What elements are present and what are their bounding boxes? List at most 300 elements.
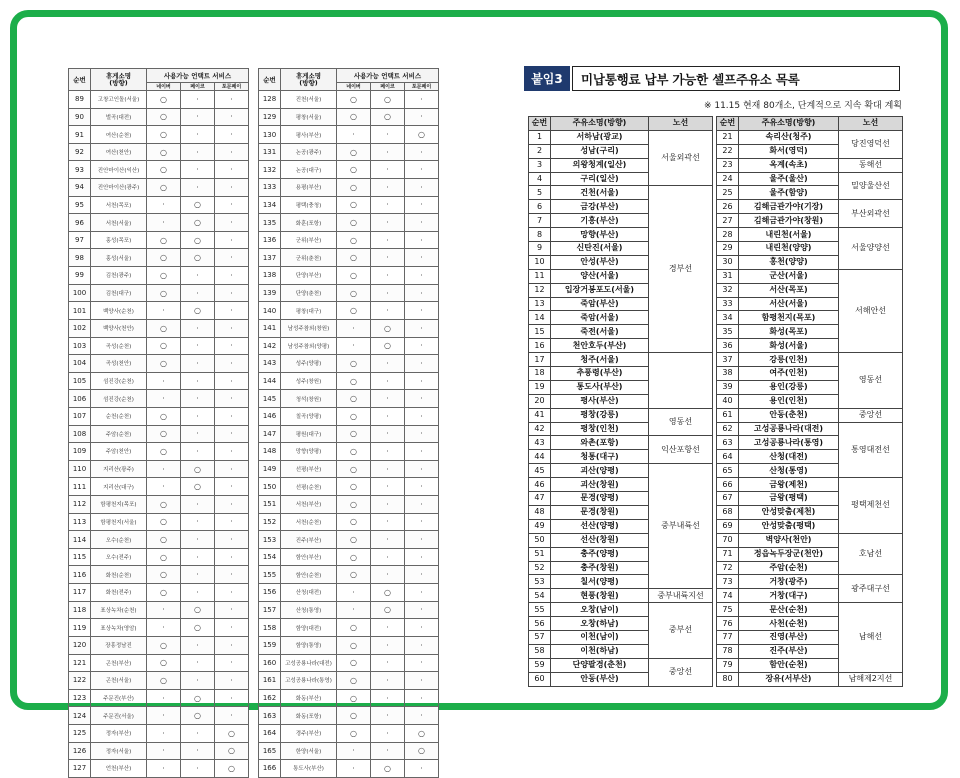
naver-mark: ○ — [337, 566, 371, 584]
row-seq: 13 — [529, 297, 551, 311]
pomunpay-mark: · — [405, 407, 439, 425]
payco-mark: · — [181, 496, 215, 514]
row-seq: 11 — [529, 269, 551, 283]
naver-mark: · — [147, 689, 181, 707]
pomunpay-mark: · — [215, 372, 249, 390]
rest-area-name: 함안(순천) — [281, 566, 337, 584]
payco-mark: ○ — [181, 478, 215, 496]
row-seq: 19 — [529, 380, 551, 394]
station-name: 주암(순천) — [739, 561, 839, 575]
table-row — [69, 284, 249, 302]
rest-area-name: 김천(대구) — [91, 284, 147, 302]
route-name: 서해안선 — [839, 269, 903, 352]
payco-mark: · — [181, 143, 215, 161]
pomunpay-mark: · — [405, 231, 439, 249]
header-station-name: 주유소명(방향) — [551, 117, 649, 131]
pomunpay-mark: · — [405, 654, 439, 672]
pomunpay-mark: · — [215, 654, 249, 672]
payco-mark: · — [371, 425, 405, 443]
table-row — [717, 200, 903, 214]
rest-area-name: 주암(천안) — [91, 443, 147, 461]
row-seq: 89 — [69, 91, 91, 109]
table-row — [717, 422, 903, 436]
rest-area-table-right — [258, 68, 439, 778]
naver-mark: ○ — [147, 337, 181, 355]
naver-mark: · — [337, 584, 371, 602]
payco-mark: · — [181, 284, 215, 302]
rest-area-name: 벌곡(대전) — [91, 108, 147, 126]
naver-mark: ○ — [147, 425, 181, 443]
rest-area-name: 서천(목포) — [91, 196, 147, 214]
pomunpay-mark: · — [215, 425, 249, 443]
station-name: 군산(서울) — [739, 269, 839, 283]
naver-mark: · — [147, 760, 181, 778]
row-seq: 118 — [69, 601, 91, 619]
row-seq: 16 — [529, 339, 551, 353]
pomunpay-mark: · — [215, 108, 249, 126]
naver-mark: ○ — [337, 548, 371, 566]
row-seq: 119 — [69, 619, 91, 637]
header-naver: 네이버 — [337, 83, 371, 91]
table-row — [259, 337, 439, 355]
pomunpay-mark: · — [405, 478, 439, 496]
row-seq: 121 — [69, 654, 91, 672]
station-name: 옥계(속초) — [739, 158, 839, 172]
station-name: 용인(강릉) — [739, 380, 839, 394]
row-seq: 163 — [259, 707, 281, 725]
row-seq: 97 — [69, 231, 91, 249]
header-seq: 순번 — [717, 117, 739, 131]
rest-area-name: 평창(서울) — [281, 108, 337, 126]
pomunpay-mark: · — [215, 161, 249, 179]
station-name: 강릉(인천) — [739, 353, 839, 367]
rest-area-name: 남성주참외(창원) — [281, 319, 337, 337]
rest-area-name: 화천(순천) — [91, 566, 147, 584]
pomunpay-mark: · — [215, 284, 249, 302]
naver-mark: ○ — [147, 672, 181, 690]
naver-mark: ○ — [337, 179, 371, 197]
pomunpay-mark: · — [405, 161, 439, 179]
pomunpay-mark: · — [405, 179, 439, 197]
row-seq: 134 — [259, 196, 281, 214]
table-row — [69, 126, 249, 144]
payco-mark: · — [181, 108, 215, 126]
pomunpay-mark: · — [215, 460, 249, 478]
row-seq: 78 — [717, 644, 739, 658]
rest-area-name: 여산(순천) — [91, 126, 147, 144]
row-seq: 3 — [529, 158, 551, 172]
row-seq: 144 — [259, 372, 281, 390]
table-row — [717, 533, 903, 547]
station-name: 장유(서부산) — [739, 672, 839, 686]
pomunpay-mark: · — [405, 302, 439, 320]
rest-area-name: 고성공룡나라(대전) — [281, 654, 337, 672]
row-seq: 59 — [529, 658, 551, 672]
table-row — [69, 249, 249, 267]
payco-mark: · — [181, 654, 215, 672]
pomunpay-mark: · — [405, 214, 439, 232]
naver-mark: ○ — [147, 355, 181, 373]
row-seq: 42 — [529, 422, 551, 436]
payco-mark: · — [181, 91, 215, 109]
row-seq: 36 — [717, 339, 739, 353]
pomunpay-mark: ○ — [215, 742, 249, 760]
row-seq: 135 — [259, 214, 281, 232]
payco-mark: · — [371, 707, 405, 725]
rest-area-name: 평사(부산) — [281, 126, 337, 144]
table-row — [717, 408, 903, 422]
row-seq: 99 — [69, 267, 91, 285]
station-name: 고성공룡나라(통영) — [739, 436, 839, 450]
table-row — [259, 143, 439, 161]
row-seq: 139 — [259, 284, 281, 302]
naver-mark: ○ — [337, 143, 371, 161]
row-seq: 58 — [529, 644, 551, 658]
table-row — [69, 760, 249, 778]
table-row — [529, 603, 713, 617]
row-seq: 75 — [717, 603, 739, 617]
rest-area-name: 김천(광주) — [91, 267, 147, 285]
row-seq: 131 — [259, 143, 281, 161]
row-seq: 109 — [69, 443, 91, 461]
payco-mark: · — [371, 672, 405, 690]
naver-mark: ○ — [337, 496, 371, 514]
payco-mark: ○ — [181, 231, 215, 249]
naver-mark: ○ — [147, 531, 181, 549]
table-row — [69, 707, 249, 725]
table-row — [259, 355, 439, 373]
row-seq: 67 — [717, 492, 739, 506]
row-seq: 43 — [529, 436, 551, 450]
table-row — [69, 91, 249, 109]
payco-mark: ○ — [371, 601, 405, 619]
station-name: 함안(순천) — [739, 658, 839, 672]
station-name: 여주(인천) — [739, 367, 839, 381]
route-name: 남해제2지선 — [839, 672, 903, 686]
station-name: 청통(대구) — [551, 450, 649, 464]
station-name: 괴산(창원) — [551, 478, 649, 492]
naver-mark: ○ — [337, 231, 371, 249]
station-name: 김해금관가야(기장) — [739, 200, 839, 214]
station-name: 문산(순천) — [739, 603, 839, 617]
pomunpay-mark: · — [215, 390, 249, 408]
payco-mark: · — [371, 161, 405, 179]
payco-mark: · — [181, 390, 215, 408]
rest-area-name: 고창고인돌(서울) — [91, 91, 147, 109]
row-seq: 166 — [259, 760, 281, 778]
payco-mark: ○ — [181, 249, 215, 267]
rest-area-name: 칠곡(양평) — [281, 407, 337, 425]
table-row — [717, 172, 903, 186]
pomunpay-mark: ○ — [215, 760, 249, 778]
rest-area-name: 오수(전주) — [91, 548, 147, 566]
row-seq: 165 — [259, 742, 281, 760]
payco-mark: · — [181, 407, 215, 425]
row-seq: 153 — [259, 531, 281, 549]
payco-mark: · — [181, 566, 215, 584]
row-seq: 69 — [717, 519, 739, 533]
row-seq: 62 — [717, 422, 739, 436]
row-seq: 51 — [529, 547, 551, 561]
pomunpay-mark: · — [215, 355, 249, 373]
payco-mark: ○ — [181, 196, 215, 214]
row-seq: 7 — [529, 214, 551, 228]
payco-mark: · — [181, 267, 215, 285]
station-name: 충주(창원) — [551, 561, 649, 575]
row-seq: 57 — [529, 630, 551, 644]
payco-mark: · — [371, 214, 405, 232]
gas-station-table-left — [528, 116, 713, 687]
naver-mark: ○ — [147, 319, 181, 337]
row-seq: 151 — [259, 496, 281, 514]
table-row — [69, 231, 249, 249]
naver-mark: ○ — [337, 531, 371, 549]
naver-mark: ○ — [337, 724, 371, 742]
pomunpay-mark: · — [405, 531, 439, 549]
pomunpay-mark: · — [405, 548, 439, 566]
header-seq: 순번 — [529, 117, 551, 131]
rest-area-name: 성주(양평) — [281, 355, 337, 373]
rest-area-name: 주문진(부산) — [91, 689, 147, 707]
station-name: 사천(순천) — [739, 617, 839, 631]
table-row — [259, 478, 439, 496]
row-seq: 49 — [529, 519, 551, 533]
table-row — [259, 214, 439, 232]
rest-area-name: 고성공룡나라(통영) — [281, 672, 337, 690]
naver-mark: ○ — [337, 407, 371, 425]
payco-mark: · — [181, 513, 215, 531]
naver-mark: ○ — [337, 214, 371, 232]
table-row — [69, 161, 249, 179]
pomunpay-mark: · — [215, 689, 249, 707]
pomunpay-mark: · — [215, 601, 249, 619]
rest-area-name: 산청(대전) — [281, 584, 337, 602]
table-row — [259, 566, 439, 584]
route-name: 동해선 — [839, 158, 903, 172]
naver-mark: ○ — [147, 443, 181, 461]
naver-mark: · — [337, 126, 371, 144]
header-payco: 페이코 — [371, 83, 405, 91]
row-seq: 91 — [69, 126, 91, 144]
payco-mark: · — [181, 372, 215, 390]
row-seq: 106 — [69, 390, 91, 408]
naver-mark: ○ — [337, 390, 371, 408]
table-row — [259, 161, 439, 179]
table-row — [717, 575, 903, 589]
rest-area-name: 곡성(천안) — [91, 355, 147, 373]
row-seq: 90 — [69, 108, 91, 126]
row-seq: 61 — [717, 408, 739, 422]
station-name: 내린천(양양) — [739, 242, 839, 256]
rest-area-name: 백양사(천안) — [91, 319, 147, 337]
row-seq: 143 — [259, 355, 281, 373]
row-seq: 20 — [529, 394, 551, 408]
row-seq: 123 — [69, 689, 91, 707]
row-seq: 25 — [717, 186, 739, 200]
payco-mark: ○ — [181, 619, 215, 637]
rest-area-name: 서천(서울) — [91, 214, 147, 232]
payco-mark: · — [181, 425, 215, 443]
row-seq: 113 — [69, 513, 91, 531]
row-seq: 138 — [259, 267, 281, 285]
row-seq: 48 — [529, 505, 551, 519]
station-name: 천안호두(부산) — [551, 339, 649, 353]
payco-mark: ○ — [181, 302, 215, 320]
naver-mark: ○ — [147, 584, 181, 602]
row-seq: 24 — [717, 172, 739, 186]
naver-mark: ○ — [147, 231, 181, 249]
row-seq: 152 — [259, 513, 281, 531]
naver-mark: ○ — [147, 179, 181, 197]
naver-mark: · — [337, 319, 371, 337]
rest-area-name: 논공(대구) — [281, 161, 337, 179]
payco-mark: · — [371, 372, 405, 390]
station-name: 금왕(제천) — [739, 478, 839, 492]
pomunpay-mark: · — [405, 91, 439, 109]
pomunpay-mark: · — [405, 319, 439, 337]
station-name: 구리(일산) — [551, 172, 649, 186]
row-seq: 55 — [529, 603, 551, 617]
payco-mark: · — [371, 724, 405, 742]
rest-area-name: 함평천지(목포) — [91, 496, 147, 514]
payco-mark: · — [181, 126, 215, 144]
payco-mark: ○ — [371, 91, 405, 109]
row-seq: 101 — [69, 302, 91, 320]
table-row — [69, 724, 249, 742]
row-seq: 9 — [529, 242, 551, 256]
station-name: 용인(인천) — [739, 394, 839, 408]
pomunpay-mark: · — [405, 390, 439, 408]
row-seq: 107 — [69, 407, 91, 425]
rest-area-table-left — [68, 68, 249, 778]
station-name: 안동(부산) — [551, 672, 649, 686]
rest-area-name: 선평(부산) — [281, 460, 337, 478]
station-name: 선산(양평) — [551, 519, 649, 533]
pomunpay-mark: · — [215, 496, 249, 514]
pomunpay-mark: · — [405, 284, 439, 302]
row-seq: 128 — [259, 91, 281, 109]
pomunpay-mark: · — [405, 566, 439, 584]
route-name: 익산포항선 — [649, 436, 713, 464]
table-row — [259, 91, 439, 109]
rest-area-name: 함양(대전) — [281, 619, 337, 637]
station-name: 울주(울산) — [739, 172, 839, 186]
payco-mark: · — [181, 742, 215, 760]
naver-mark: ○ — [337, 672, 371, 690]
naver-mark: ○ — [337, 707, 371, 725]
row-seq: 29 — [717, 242, 739, 256]
naver-mark: ○ — [337, 619, 371, 637]
row-seq: 38 — [717, 367, 739, 381]
station-name: 고성공룡나라(대전) — [739, 422, 839, 436]
naver-mark: ○ — [337, 689, 371, 707]
station-name: 오창(남이) — [551, 603, 649, 617]
row-seq: 132 — [259, 161, 281, 179]
table-row — [69, 390, 249, 408]
pomunpay-mark: · — [215, 566, 249, 584]
payco-mark: · — [371, 143, 405, 161]
payco-mark: · — [371, 460, 405, 478]
payco-mark: · — [181, 548, 215, 566]
naver-mark: · — [147, 372, 181, 390]
table-row — [259, 548, 439, 566]
pomunpay-mark: ○ — [405, 742, 439, 760]
row-seq: 114 — [69, 531, 91, 549]
header-seq: 순번 — [259, 69, 281, 91]
header-pomunpay: 포문페이 — [215, 83, 249, 91]
payco-mark: · — [371, 654, 405, 672]
table-row — [259, 231, 439, 249]
naver-mark: · — [147, 214, 181, 232]
naver-mark: ○ — [337, 425, 371, 443]
station-name: 안성맞춤(평택) — [739, 519, 839, 533]
pomunpay-mark: · — [215, 619, 249, 637]
row-seq: 14 — [529, 311, 551, 325]
row-seq: 112 — [69, 496, 91, 514]
naver-mark: ○ — [147, 636, 181, 654]
naver-mark: ○ — [147, 267, 181, 285]
row-seq: 136 — [259, 231, 281, 249]
table-row — [259, 179, 439, 197]
payco-mark: ○ — [371, 337, 405, 355]
naver-mark: ○ — [147, 161, 181, 179]
station-name: 추풍령(부산) — [551, 367, 649, 381]
row-seq: 26 — [717, 200, 739, 214]
naver-mark: · — [337, 601, 371, 619]
table-row — [69, 478, 249, 496]
row-seq: 79 — [717, 658, 739, 672]
route-name: 중부선 — [649, 603, 713, 659]
table-row — [259, 654, 439, 672]
naver-mark: · — [147, 724, 181, 742]
station-name: 울주(함양) — [739, 186, 839, 200]
naver-mark: ○ — [337, 108, 371, 126]
payco-mark: · — [181, 760, 215, 778]
table-row — [717, 269, 903, 283]
station-name: 금왕(평택) — [739, 492, 839, 506]
rest-area-name: 진안마이산(익산) — [91, 161, 147, 179]
naver-mark: ○ — [147, 249, 181, 267]
row-seq: 44 — [529, 450, 551, 464]
table-row — [69, 319, 249, 337]
rest-area-name: 여산(천안) — [91, 143, 147, 161]
row-seq: 158 — [259, 619, 281, 637]
route-name: 평택제천선 — [839, 478, 903, 534]
pomunpay-mark: · — [215, 636, 249, 654]
row-seq: 77 — [717, 630, 739, 644]
payco-mark: · — [181, 355, 215, 373]
pomunpay-mark: · — [405, 689, 439, 707]
naver-mark: ○ — [337, 267, 371, 285]
pomunpay-mark: · — [405, 337, 439, 355]
rest-area-name: 화천(전주) — [91, 584, 147, 602]
pomunpay-mark: · — [405, 619, 439, 637]
row-seq: 1 — [529, 130, 551, 144]
row-seq: 116 — [69, 566, 91, 584]
row-seq: 74 — [717, 589, 739, 603]
pomunpay-mark: · — [215, 319, 249, 337]
pomunpay-mark: · — [405, 584, 439, 602]
route-name: 서울외곽선 — [649, 130, 713, 186]
station-name: 평사(부산) — [551, 394, 649, 408]
rest-area-name: 순천(순천) — [91, 407, 147, 425]
row-seq: 157 — [259, 601, 281, 619]
table-row — [69, 108, 249, 126]
table-row — [259, 319, 439, 337]
station-name: 안성(부산) — [551, 255, 649, 269]
payco-mark: · — [371, 548, 405, 566]
rest-area-name: 곤천(서울) — [91, 672, 147, 690]
